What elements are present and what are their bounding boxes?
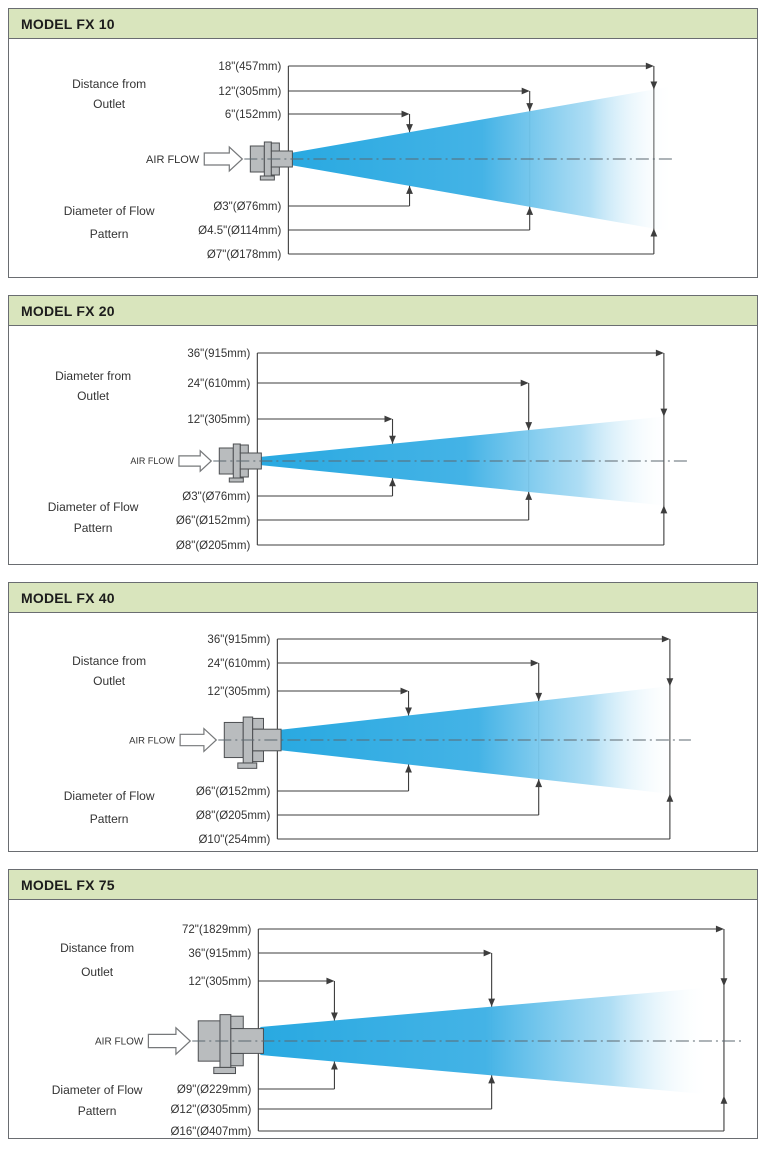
diameter-label: Ø16"(Ø407mm) [170,1126,252,1137]
arrowhead-u [666,794,673,802]
arrowhead-d [406,124,413,132]
arrowhead-r [522,88,530,95]
arrowhead-r [385,416,393,423]
diameter-dimension [198,225,530,237]
arrowhead-r [716,926,724,933]
arrowhead-d [389,436,396,444]
distance-label: 36"(915mm) [207,634,271,646]
airflow-arrow [179,451,211,471]
airflow-label: AIR FLOW [95,1036,144,1048]
arrowhead-d [525,422,532,430]
diameter-label: Ø3"(Ø76mm) [182,491,251,503]
arrowhead-u [721,1096,728,1104]
distance-label: 36"(915mm) [188,948,252,960]
diameter-dimension [213,201,409,213]
distance-dimension [187,348,663,360]
diameter-dimension [176,540,664,552]
side-label-top [72,77,146,111]
nozzle-tab-top [240,445,248,453]
arrowhead-r [646,63,654,70]
distance-dimension [182,924,724,936]
arrowhead-d [331,1012,338,1020]
arrowhead-d [650,81,657,89]
nozzle [224,717,281,768]
diameter-label: Ø12"(Ø305mm) [170,1104,252,1116]
panel-header [9,9,757,39]
arrowhead-r [662,636,670,643]
flow-diagram [9,326,757,563]
side-label-line: Diameter of Flow [47,500,139,514]
airflow-arrow [148,1028,190,1054]
panel-body [9,613,757,850]
side-label-line: Diameter of Flow [63,789,155,803]
model-panel-1 [8,8,758,278]
diameter-label: Ø3"(Ø76mm) [213,201,282,213]
distance-dimension [207,634,669,646]
diameter-dimension [176,515,529,527]
distance-dimension [187,378,528,390]
arrowhead-d [405,707,412,715]
arrowhead-u [331,1062,338,1070]
arrowhead-r [531,660,539,667]
nozzle [250,142,292,180]
nozzle-foot [260,176,274,180]
distance-dimension [188,976,334,988]
arrowhead-r [402,111,410,118]
side-label-line: Pattern [73,521,113,535]
panel-header [9,870,757,900]
arrowhead-r [401,688,409,695]
airflow-label: AIR FLOW [130,456,174,467]
side-label-top [72,654,146,688]
diameter-label: Ø9"(Ø229mm) [176,1084,252,1096]
distance-dimension [188,948,491,960]
diameter-dimension [198,834,669,846]
panel-title: MODEL FX 20 [21,302,115,319]
nozzle-foot [229,478,243,482]
diameter-dimension [196,810,539,822]
distance-label: 12"(305mm) [207,686,271,698]
side-label-line: Diameter of Flow [63,204,155,218]
diameter-label: Ø7"(Ø178mm) [206,249,282,261]
nozzle-tab-top [231,1016,243,1028]
arrowhead-u [488,1075,495,1083]
side-label-line: Distance from [60,941,135,955]
panel-header [9,583,757,613]
diameter-dimension [170,1126,723,1137]
side-label-line: Outlet [81,965,114,979]
arrowhead-r [521,380,529,387]
flow-diagram [9,39,757,276]
side-label-line: Outlet [77,389,110,403]
diameter-label: Ø8"(Ø205mm) [195,810,271,822]
distance-label: 6"(152mm) [224,109,282,121]
panel-body [9,326,757,563]
arrowhead-u [389,478,396,486]
diameter-label: Ø10"(254mm) [198,834,271,846]
side-label-line: Pattern [89,812,129,826]
side-label-bottom [48,500,139,535]
nozzle-tab-bottom [253,751,264,762]
distance-dimension [218,61,653,73]
arrowhead-u [405,765,412,773]
nozzle-tab-bottom [271,167,279,175]
diameter-dimension [196,786,409,798]
distance-dimension [207,658,538,670]
distance-dimension [225,109,410,121]
side-label-line: Distance from [72,654,147,668]
arrowhead-u [535,779,542,787]
arrowhead-d [660,409,667,417]
panel-title: MODEL FX 40 [21,589,115,606]
side-label-top [55,369,131,403]
nozzle-foot [214,1067,236,1073]
diameter-label: Ø8"(Ø205mm) [175,540,251,552]
nozzle-tab-top [253,718,264,729]
arrowhead-u [406,186,413,194]
side-label-line: Outlet [93,674,126,688]
nozzle-tab-top [271,143,279,151]
distance-label: 72"(1829mm) [181,924,252,936]
side-label-bottom [64,789,155,826]
panel-header [9,296,757,326]
diameter-dimension [170,1104,491,1116]
nozzle-tab-bottom [231,1053,243,1065]
model-panel-4 [8,869,758,1139]
side-label-line: Distance from [72,77,147,91]
model-panel-2 [8,295,758,565]
distance-label: 24"(610mm) [187,378,251,390]
distance-label: 36"(915mm) [187,348,251,360]
arrowhead-u [650,229,657,237]
side-label-line: Diameter from [55,369,132,383]
arrowhead-u [525,492,532,500]
distance-label: 18"(457mm) [218,61,282,73]
side-label-bottom [52,1083,143,1118]
panel-title: MODEL FX 75 [21,876,115,893]
diameter-label: Ø6"(Ø152mm) [175,515,251,527]
arrowhead-r [484,950,492,957]
airflow-arrow [204,147,242,171]
arrowhead-d [666,678,673,686]
side-label-line: Pattern [89,227,129,241]
arrowhead-r [326,978,334,985]
distance-label: 12"(305mm) [187,414,251,426]
arrowhead-d [488,999,495,1007]
side-label-bottom [64,204,155,241]
airflow-label: AIR FLOW [146,153,200,166]
flow-diagram [9,613,757,850]
nozzle-tab-bottom [240,469,248,477]
diameter-dimension [207,249,654,261]
panel-body [9,39,757,276]
distance-label: 24"(610mm) [207,658,271,670]
flow-diagram [9,900,757,1137]
diameter-label: Ø4.5"(Ø114mm) [198,225,282,237]
arrowhead-d [535,693,542,701]
panel-title: MODEL FX 10 [21,15,115,32]
distance-dimension [218,86,529,98]
airflow-label: AIR FLOW [129,735,176,747]
panel-body [9,900,757,1137]
side-label-line: Outlet [93,97,126,111]
arrowhead-d [721,978,728,986]
airflow-arrow [180,729,216,752]
side-label-line: Diameter of Flow [51,1083,143,1097]
model-panel-3 [8,582,758,852]
arrowhead-d [526,103,533,111]
distance-label: 12"(305mm) [218,86,282,98]
distance-dimension [207,686,408,698]
side-label-top [60,941,134,979]
diameter-dimension [177,1084,335,1096]
arrowhead-u [526,207,533,215]
nozzle-foot [238,763,257,768]
arrowhead-u [660,505,667,513]
distance-label: 12"(305mm) [188,976,252,988]
diameter-label: Ø6"(Ø152mm) [195,786,271,798]
side-label-line: Pattern [77,1104,117,1118]
distance-dimension [187,414,392,426]
nozzle [198,1015,263,1074]
nozzle [219,444,261,482]
diameter-dimension [182,491,392,503]
arrowhead-r [656,350,664,357]
